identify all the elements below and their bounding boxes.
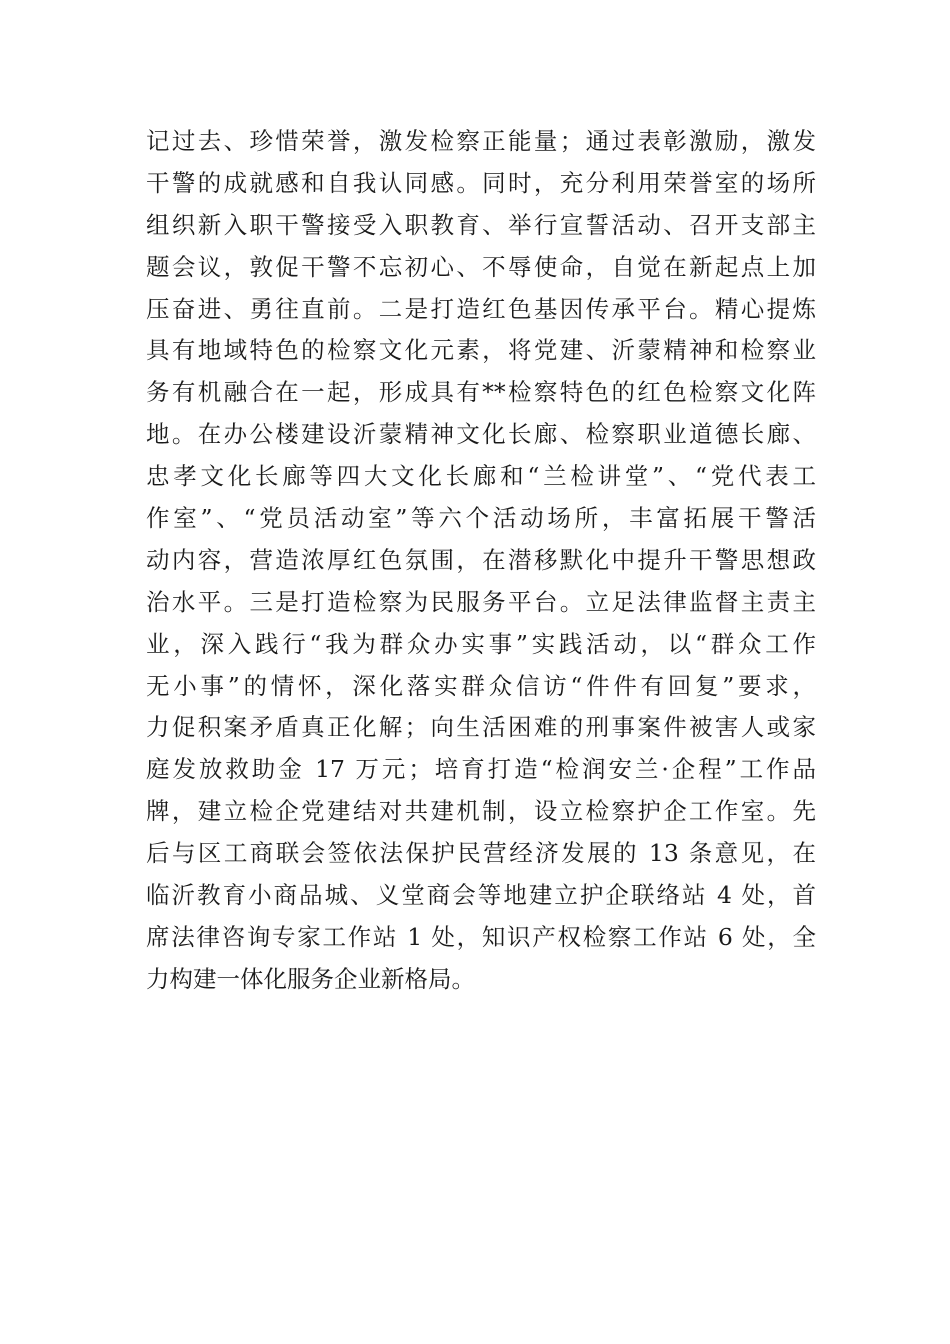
paragraph-line: 题会议，敦促干警不忘初心、不辱使命，自觉在新起点上加 bbox=[146, 252, 816, 281]
paragraph-line: 业，深入践行“我为群众办实事”实践活动，以“群众工作 bbox=[146, 629, 816, 658]
paragraph-line: 组织新入职干警接受入职教育、举行宣誓活动、召开支部主 bbox=[146, 210, 816, 239]
paragraph-line: 庭发放救助金 17 万元；培育打造“检润安兰·企程”工作品 bbox=[146, 755, 816, 784]
paragraph-line: 后与区工商联会签依法保护民营经济发展的 13 条意见，在 bbox=[146, 839, 816, 868]
paragraph-line: 临沂教育小商品城、义堂商会等地建立护企联络站 4 处，首 bbox=[146, 881, 816, 910]
paragraph-line: 干警的成就感和自我认同感。同时，充分利用荣誉室的场所 bbox=[146, 168, 816, 197]
paragraph-line: 无小事”的情怀，深化落实群众信访“件件有回复”要求， bbox=[146, 671, 816, 700]
paragraph-line: 牌，建立检企党建结对共建机制，设立检察护企工作室。先 bbox=[146, 797, 816, 826]
paragraph-line: 压奋进、勇往直前。二是打造红色基因传承平台。精心提炼 bbox=[146, 294, 816, 323]
paragraph-line: 忠孝文化长廊等四大文化长廊和“兰检讲堂”、“党代表工 bbox=[146, 462, 816, 491]
paragraph-line: 治水平。三是打造检察为民服务平台。立足法律监督主责主 bbox=[146, 587, 816, 616]
paragraph-line: 务有机融合在一起，形成具有**检察特色的红色检察文化阵 bbox=[146, 378, 816, 407]
paragraph-line: 动内容，营造浓厚红色氛围，在潜移默化中提升干警思想政 bbox=[146, 545, 816, 574]
paragraph-line: 席法律咨询专家工作站 1 处，知识产权检察工作站 6 处，全 bbox=[146, 922, 816, 951]
paragraph-line: 力促积案矛盾真正化解；向生活困难的刑事案件被害人或家 bbox=[146, 713, 816, 742]
paragraph-line: 作室”、“党员活动室”等六个活动场所，丰富拓展干警活 bbox=[146, 504, 816, 533]
paragraph-line: 具有地域特色的检察文化元素，将党建、沂蒙精神和检察业 bbox=[146, 336, 816, 365]
paragraph-line: 地。在办公楼建设沂蒙精神文化长廊、检察职业道德长廊、 bbox=[146, 420, 816, 449]
paragraph-line: 力构建一体化服务企业新格局。 bbox=[146, 964, 475, 993]
body-paragraph bbox=[146, 121, 816, 1001]
paragraph-line: 记过去、珍惜荣誉，激发检察正能量；通过表彰激励，激发 bbox=[146, 127, 816, 155]
